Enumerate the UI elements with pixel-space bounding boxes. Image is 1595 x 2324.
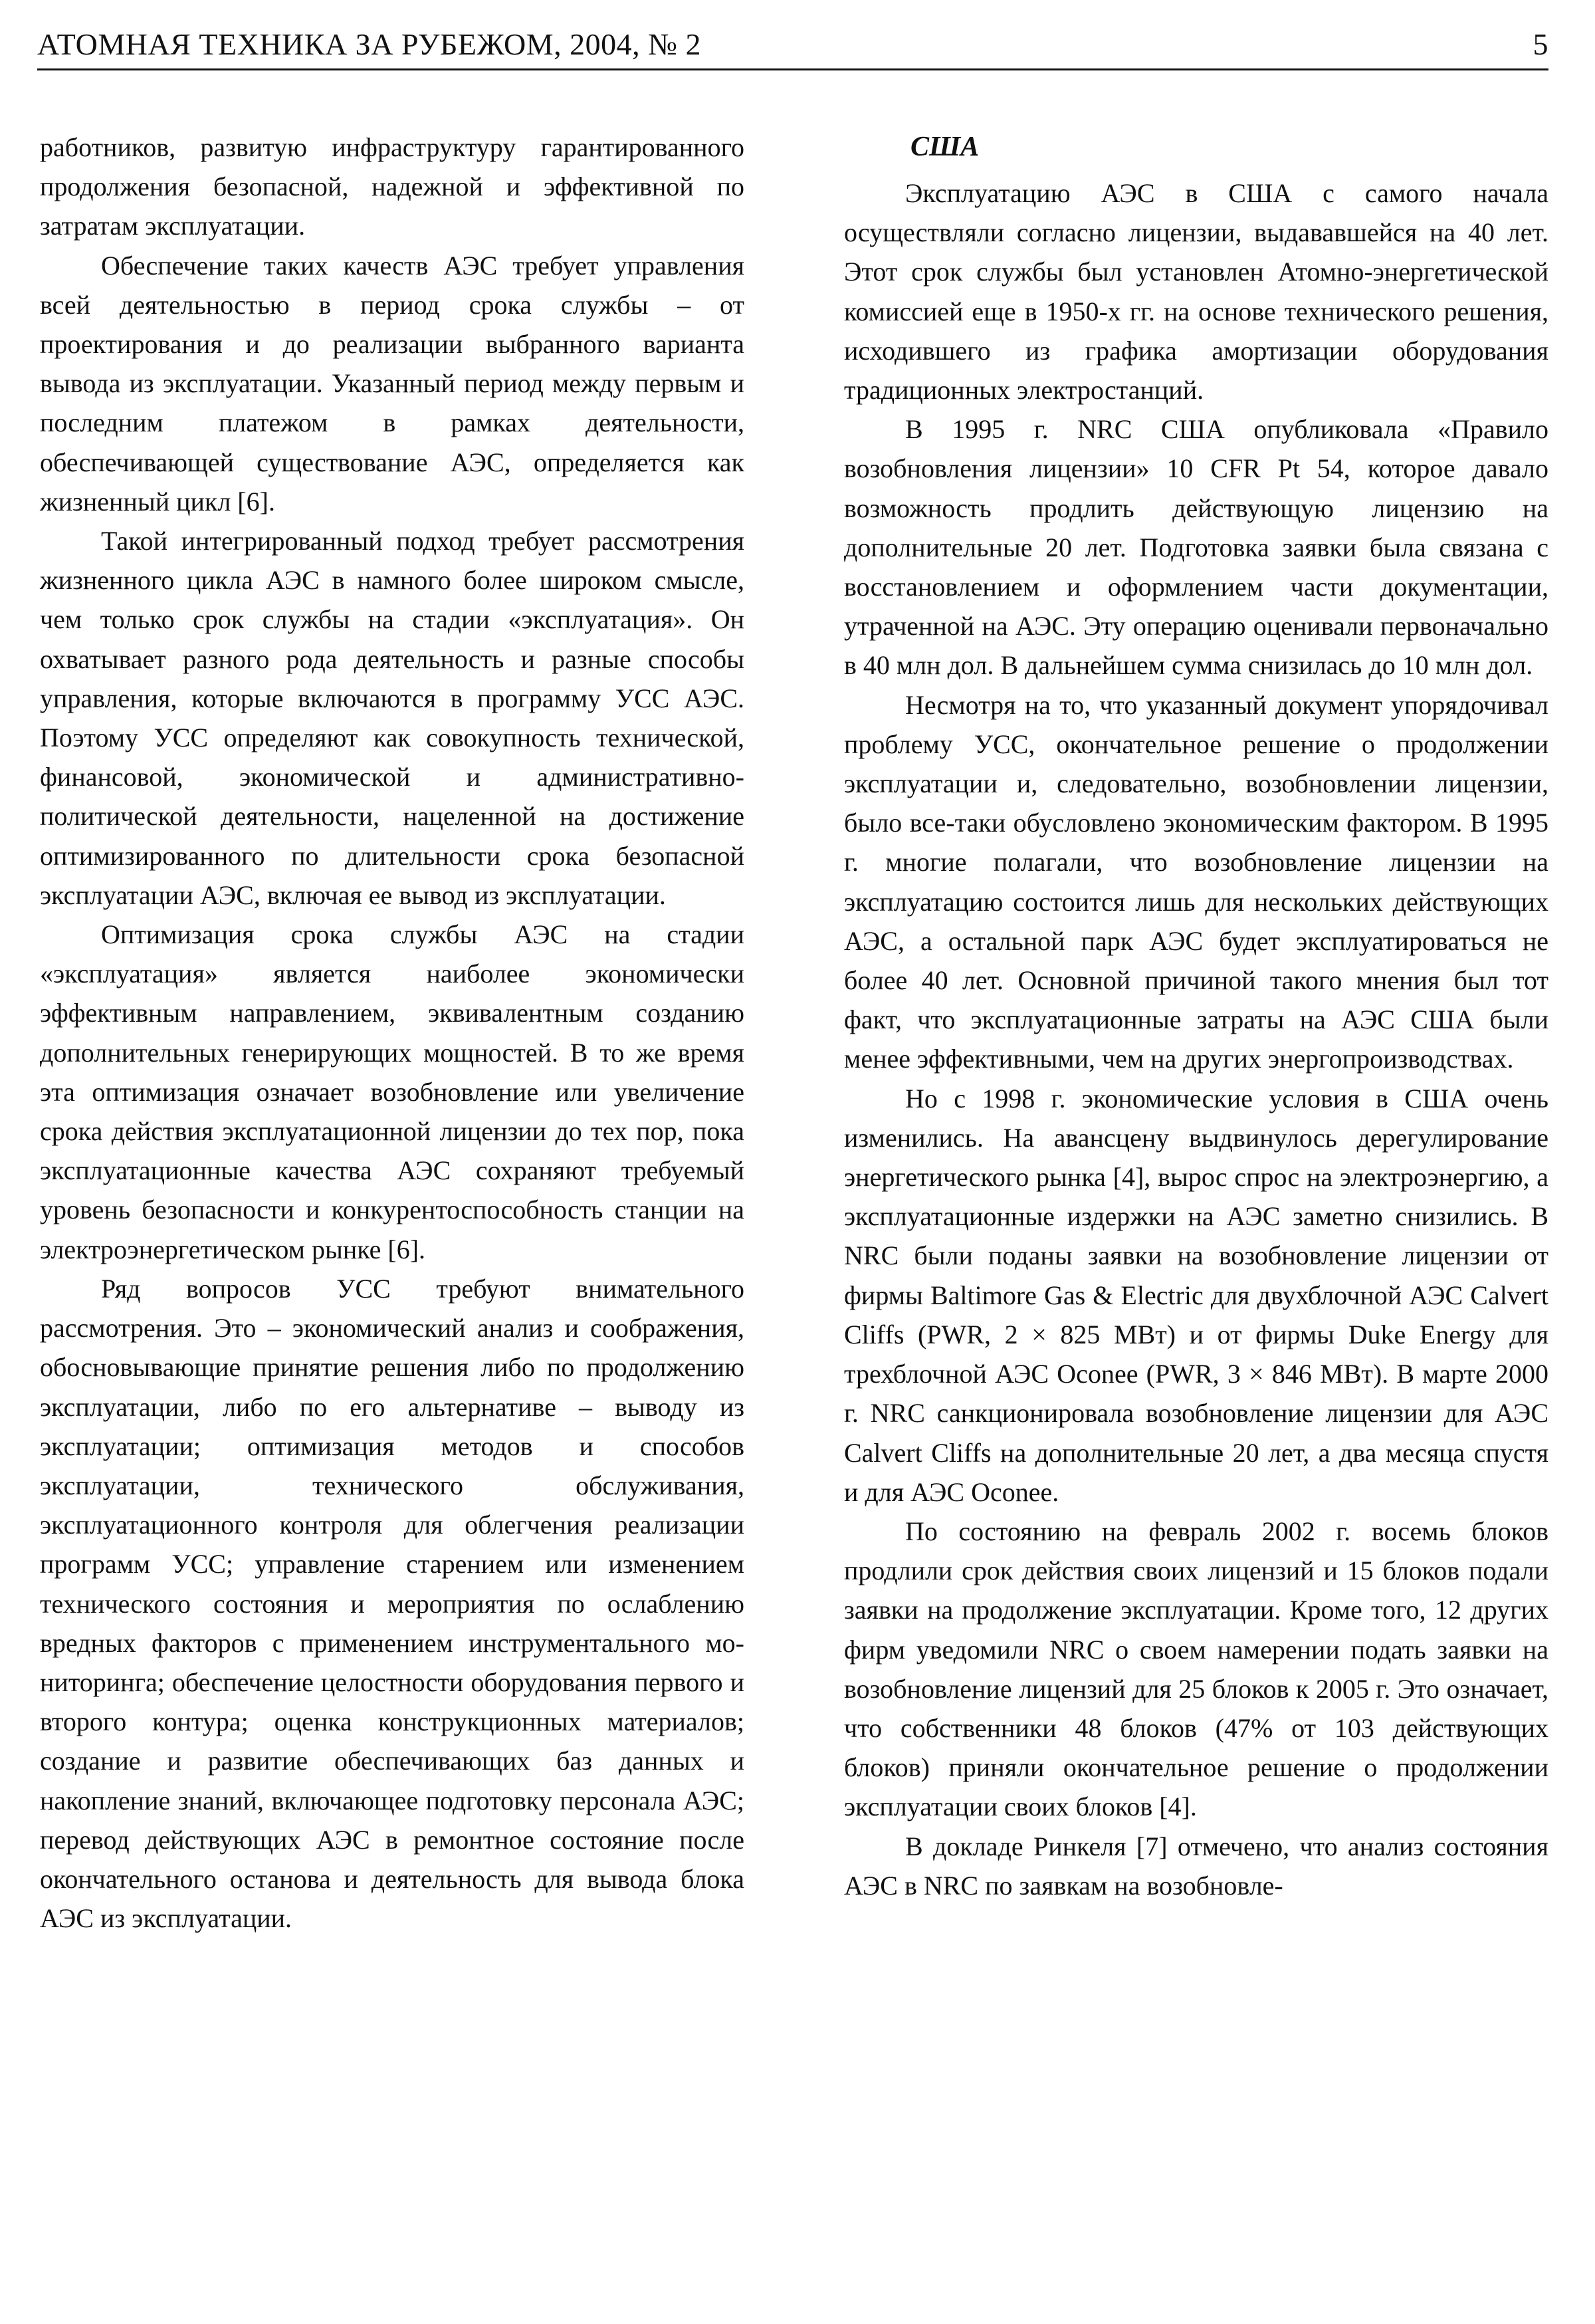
journal-title: АТОМНАЯ ТЕХНИКА ЗА РУБЕЖОМ, 2004, № 2	[37, 27, 702, 61]
left-column	[40, 128, 744, 1938]
paragraph: Такой интегрированный подход требует рассмотрения жизненного цикла АЭС в намного более широком смысле, чем только срок службы на стадии «эксплуатация». Он охватывает разного рода деятельность и разные способы управления, которые включаются в программу УСС АЭС. Поэтому УСС определяют как совокупность технической, финансовой, экономической и административно-политической деятельности, нацеленной на достижение оптимизированного по длительности срока безопасной эксплуатации АЭС, включая ее вывод из эксплуатации.	[40, 526, 744, 910]
paragraph: Несмотря на то, что указанный документ упорядочивал проблему УСС, окончательное решение о продолжении эксплуатации и, следовательно, возобновлении лицензии, было все-таки обусловлено экономическим фактором. В 1995 г. многие полагали, что возобновление лицензии на эксплуатацию состоится лишь для нескольких действующих АЭС, а остальной парк АЭС будет эксплуатироваться не более 40 лет. Основной причиной такого мнения был тот факт, что эксплуатационные затраты на АЭС США были менее эффективными, чем на других энергопроизводствах.	[844, 689, 1548, 1074]
paragraph: работников, развитую инфраструктуру гарантированного продолжения безопасной, надежной и эффективной по затратам эксплуатации.	[40, 132, 744, 241]
paragraph: Обеспечение таких качеств АЭС требует управления всей деятельностью в период срока службы – от проектирования и до реализации выбранного варианта вывода из эксплуатации. Указанный период между первым и последним платежом в рамках деятельности, обеспечивающей существование АЭС, определяется как жизненный цикл [6].	[40, 250, 744, 517]
paragraph: По состоянию на февраль 2002 г. восемь блоков продлили срок действия своих лицензий и 15 блоков подали заявки на продолжение эксплуатации. Кроме того, 12 других фирм уведомили NRC о своем намерении подать заявки на возобновление лицензий для 25 блоков к 2005 г. Это означает, что собственники 48 блоков (47% от 103 действующих блоков) приняли окончательное решение о продолжении эксплуатации своих блоков [4].	[844, 1516, 1548, 1822]
article-body	[40, 128, 1548, 1938]
page-header	[37, 24, 1548, 70]
section-heading: США	[910, 132, 980, 162]
paragraph: Но с 1998 г. экономические условия в США очень изменились. На авансцену выдвинулось дерегулирование энергетического рынка [4], вырос спрос на электроэнергию, а эксплуатационные издержки на АЭС заметно снизились. В NRC были поданы заявки на возобновление лицензии от фирмы Baltimore Gas & Electric для двухблочной АЭС Calvert Cliffs (PWR, 2 × 825 МВт) и от фирмы Duke Energy для трехблочной АЭС Oconee (PWR, 3 × 846 МВт). В марте 2000 г. NRC санкционировала возобновление лицензии для АЭС Calvert Cliffs на дополнительные 20 лет, а два месяца спустя и для АЭС Oconee.	[844, 1083, 1548, 1507]
paragraph: Оптимизация срока службы АЭС на стадии «эксплуатация» является наиболее экономически эффективным направлением, эквивалентным созданию дополнительных генерирующих мощностей. В то же время эта оптимизация означает возобновление или увеличение срока действия эксплуатационной лицензии до тех пор, пока эксплуатационные качества АЭС сохраняют требуемый уровень безопасности и конкурентоспособность станции на электроэнергетическом рынке [6].	[40, 919, 744, 1264]
paragraph: В докладе Ринкеля [7] отмечено, что анализ состояния АЭС в NRC по заявкам на возобновле-	[844, 1831, 1548, 1901]
page-number: 5	[1533, 27, 1548, 61]
paragraph: В 1995 г. NRC США опубликовала «Правило возобновления лицензии» 10 CFR Pt 54, которое давало возможность продлить действующую лицензию на дополнительные 20 лет. Подготовка заявки была связана с восстановлением и оформлением части документации, утраченной на АЭС. Эту операцию оценивали первоначально в 40 млн дол. В дальнейшем сумма снизилась до 10 млн дол.	[844, 414, 1548, 681]
paragraph: Ряд вопросов УСС требуют внимательного рассмотрения. Это – экономический анализ и соображения, обосновывающие принятие решения либо по продолжению эксплуатации, либо по его альтернативе – выводу из эксплуатации; оптимизация методов и способов эксплуатации, технического обслуживания, эксплуатационного контроля для облегчения реализации программ УСС; управление старением или изменением технического состояния и мероприятия по ослаблению вредных факторов с применением инструментального мониторинга; обеспечение целостности оборудования первого и второго контура; оценка конструкционных материалов; создание и развитие обеспечивающих баз данных и накопление знаний, включающее подготовку персонала АЭС; перевод действующих АЭС в ремонтное состояние после окончательного останова и деятельность для вывода блока АЭС из эксплуатации.	[40, 1273, 744, 1934]
paragraph: Эксплуатацию АЭС в США с самого начала осуществляли согласно лицензии, выдававшейся на 40 лет. Этот срок службы был установлен Атомно-энергетической комиссией еще в 1950-х гг. на основе технического решения, исходившего из графика амортизации оборудования традиционных электростанций.	[844, 178, 1548, 406]
right-column	[844, 128, 1548, 1938]
